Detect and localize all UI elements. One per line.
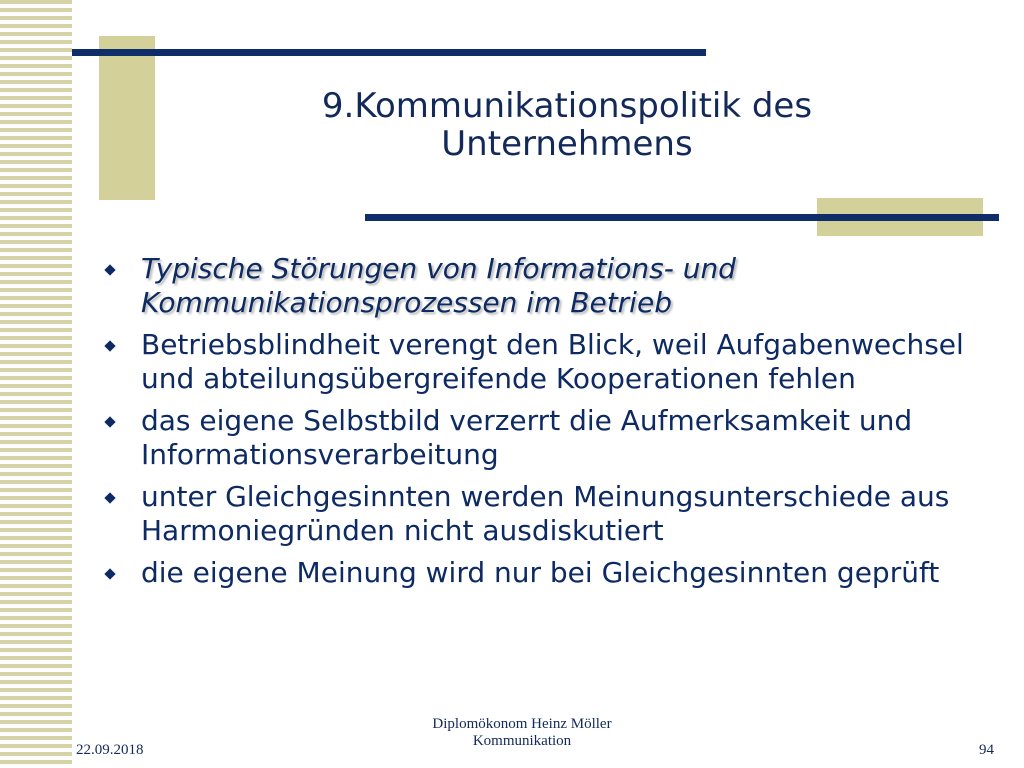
page-number: 94 <box>979 742 994 758</box>
diamond-bullet-icon <box>104 568 115 579</box>
bullet-item <box>103 404 993 472</box>
slide-title-line-2: Unternehmens <box>441 124 693 164</box>
title-rule-bottom <box>365 214 999 221</box>
slide-title <box>172 87 962 163</box>
decorative-stripes <box>0 0 72 768</box>
bullet-item <box>103 556 993 590</box>
bullet-item <box>103 328 993 396</box>
footer-author <box>352 716 692 750</box>
accent-square-left <box>99 36 155 200</box>
bullet-item <box>103 480 993 548</box>
diamond-bullet-icon <box>104 416 115 427</box>
bullet-list <box>103 252 993 598</box>
bullet-text: Betriebsblindheit verengt den Blick, weil Aufgabenwechsel und abteilungsübergreifende Kooperationen fehlen <box>141 328 964 395</box>
footer-author-line-2: Kommunikation <box>472 733 572 749</box>
bullet-text: Typische Störungen von Informations- und Kommunikationsprozessen im Betrieb <box>141 252 736 319</box>
bullet-text: unter Gleichgesinnten werden Meinungsunterschiede aus Harmoniegründen nicht ausdiskutiert <box>141 480 950 547</box>
title-rule-top <box>72 49 706 56</box>
footer-author-line-1: Diplomökonom Heinz Möller <box>432 716 612 732</box>
slide-title-line-1: 9.Kommunikationspolitik des <box>321 86 813 126</box>
diamond-bullet-icon <box>104 492 115 503</box>
diamond-bullet-icon <box>104 340 115 351</box>
diamond-bullet-icon <box>104 264 115 275</box>
bullet-text: die eigene Meinung wird nur bei Gleichgesinnten geprüft <box>141 556 940 589</box>
bullet-item-lead <box>103 252 993 320</box>
footer-date: 22.09.2018 <box>76 742 144 758</box>
bullet-text: das eigene Selbstbild verzerrt die Aufmerksamkeit und Informationsverarbeitung <box>141 404 913 471</box>
